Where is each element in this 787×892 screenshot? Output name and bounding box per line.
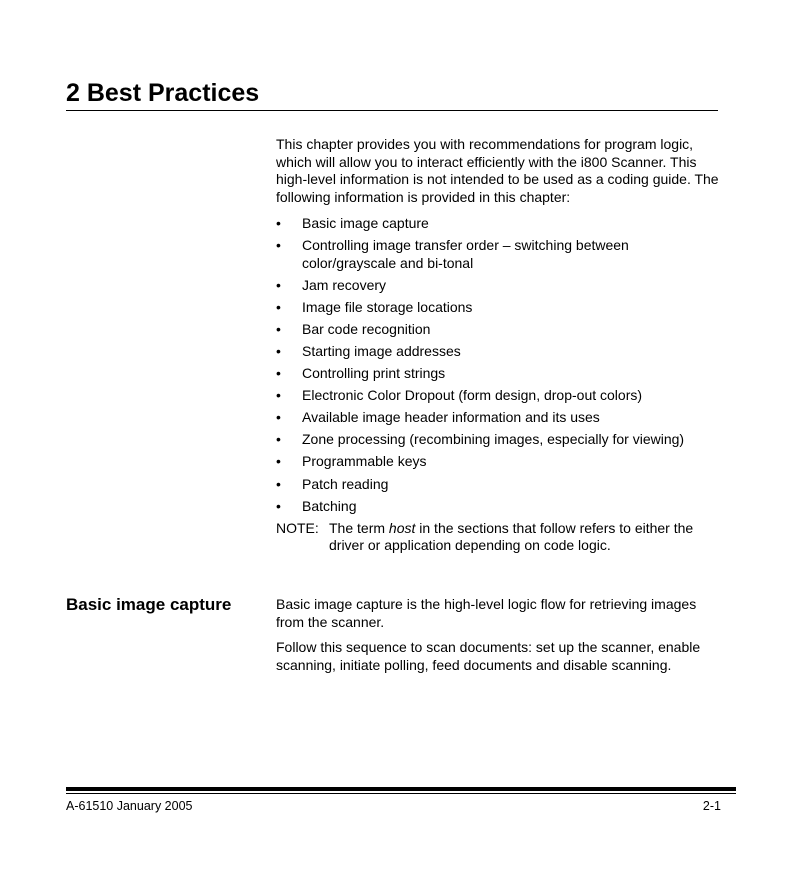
note-text [329, 520, 721, 555]
list-item [276, 365, 721, 383]
list-item [276, 237, 721, 272]
intro-paragraph: This chapter provides you with recommendations for program logic, which will allow you to interact efficiently with the i800 Scanner. This high-level information is not intended to be used as a coding guide. The following information is provided in this chapter: [276, 136, 719, 205]
section-body [276, 596, 721, 682]
section-paragraph: Follow this sequence to scan documents: set up the scanner, enable scanning, initiate polling, feed documents and disable scanning. [276, 639, 701, 673]
footer-page-number: 2-1 [702, 799, 721, 813]
list-item [276, 277, 721, 295]
bullet-icon: • [276, 431, 281, 448]
bullet-icon: • [276, 298, 281, 315]
bullet-icon: • [276, 215, 281, 231]
list-item [276, 215, 721, 233]
bullet-icon: • [276, 237, 281, 254]
list-item-text: Image file storage locations [302, 298, 473, 315]
list-item-text: Starting image addresses [302, 342, 461, 359]
note-block [276, 520, 721, 555]
footer-divider-thin [66, 793, 736, 794]
title-divider [66, 110, 718, 111]
bullet-icon: • [276, 475, 281, 492]
list-item [276, 453, 721, 471]
topic-list [276, 215, 721, 515]
list-item-text: Controlling print strings [302, 365, 446, 382]
bullet-icon: • [276, 409, 281, 426]
list-item-text: Jam recovery [302, 276, 387, 293]
list-item-text: Available image header information and its uses [302, 409, 600, 426]
list-item [276, 476, 721, 494]
note-text-end: in the sections that follow refers to either the driver or application depending on code logic. [329, 519, 694, 554]
bullet-icon: • [276, 497, 281, 514]
list-item-text: Bar code recognition [302, 320, 431, 337]
bullet-icon: • [276, 320, 281, 337]
list-item-text: Electronic Color Dropout (form design, drop-out colors) [302, 387, 643, 404]
note-emphasis: host [388, 519, 416, 536]
list-item [276, 409, 721, 427]
list-item-text: Controlling image transfer order – switching between color/grayscale and bi-tonal [302, 237, 629, 271]
list-item [276, 431, 721, 449]
footer-divider-thick [66, 787, 736, 791]
note-text-start: The term [329, 519, 389, 536]
note-label: NOTE: [276, 519, 319, 536]
intro-section [276, 136, 721, 555]
list-item-text: Basic image capture [302, 215, 429, 231]
list-item [276, 498, 721, 516]
section-heading: Basic image capture [66, 595, 232, 614]
footer-document-id: A-61510 January 2005 [66, 799, 193, 813]
list-item [276, 387, 721, 405]
bullet-icon: • [276, 453, 281, 470]
list-item-text: Batching [302, 497, 357, 514]
bullet-icon: • [276, 342, 281, 359]
list-item [276, 299, 721, 317]
bullet-icon: • [276, 365, 281, 382]
bullet-icon: • [276, 276, 281, 293]
list-item-text: Programmable keys [302, 453, 427, 470]
list-item-text: Zone processing (recombining images, especially for viewing) [302, 431, 685, 448]
bullet-icon: • [276, 387, 281, 404]
section-paragraph: Basic image capture is the high-level logic flow for retrieving images from the scanner. [276, 596, 697, 630]
list-item-text: Patch reading [302, 475, 389, 492]
list-item [276, 321, 721, 339]
list-item [276, 343, 721, 361]
chapter-title: 2 Best Practices [66, 79, 260, 107]
